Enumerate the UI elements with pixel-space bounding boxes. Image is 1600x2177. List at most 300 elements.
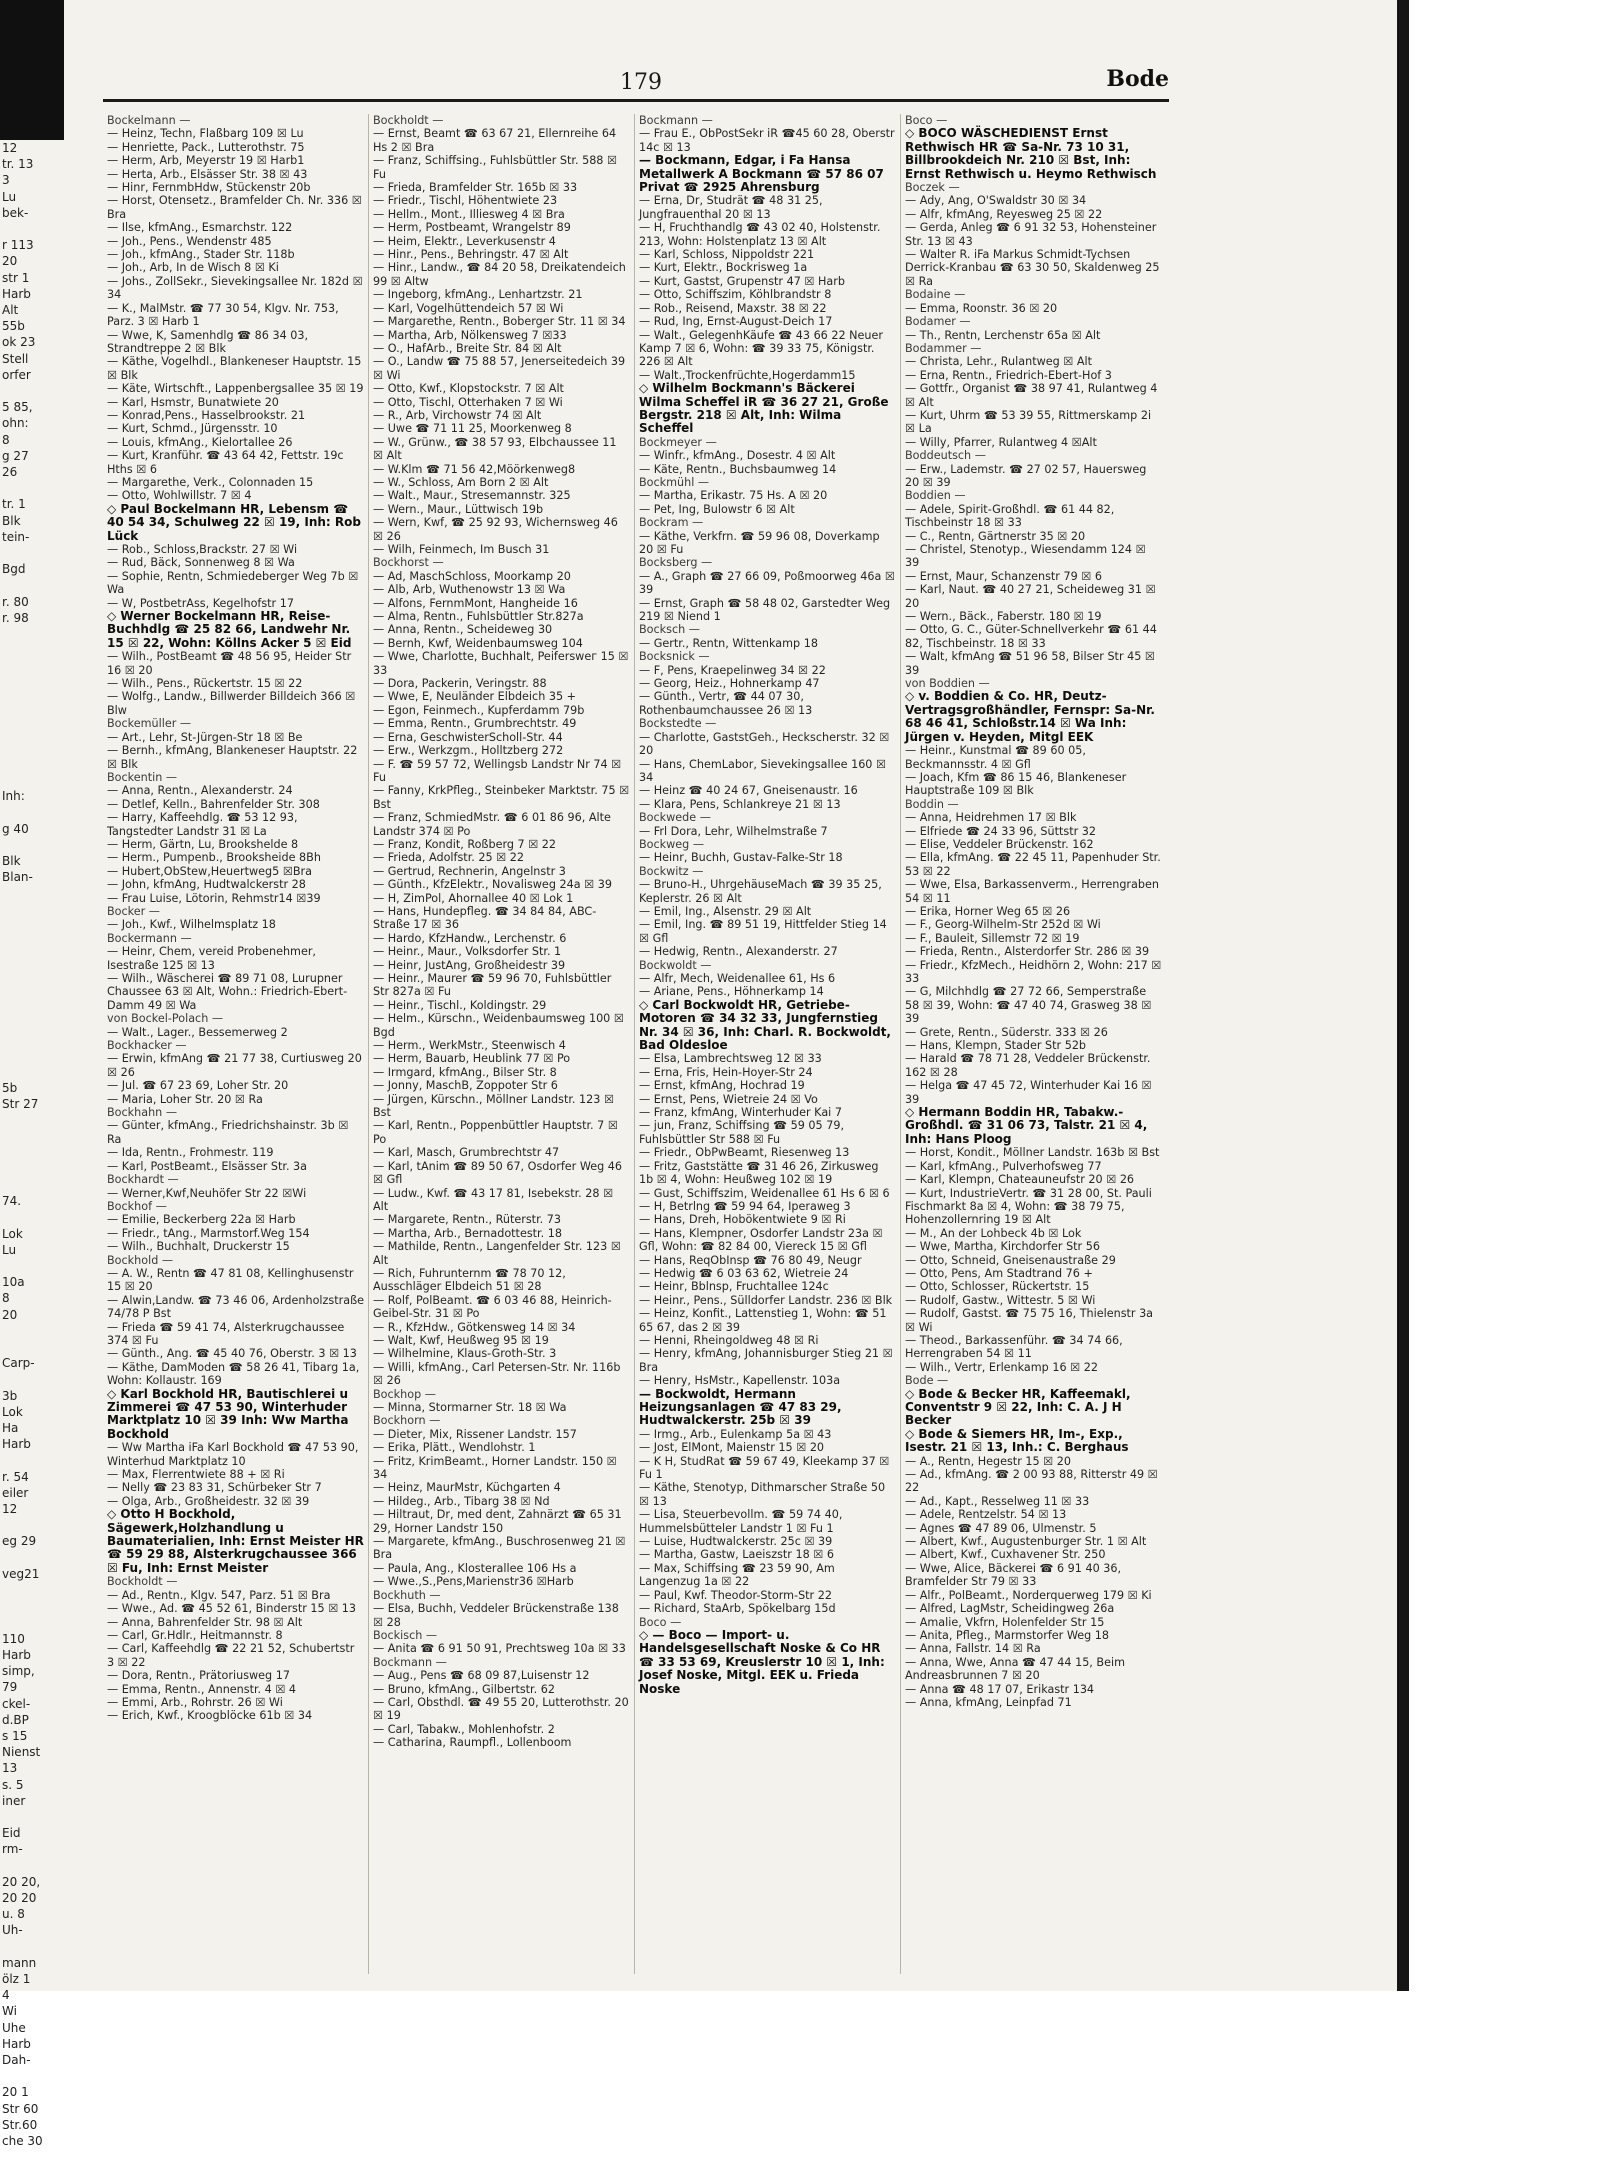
directory-entry: — Winfr., kfmAng., Dosestr. 4 ☒ Alt (639, 449, 836, 463)
directory-entry: — Sophie, Rentn, Schmiedeberger Weg 7b ☒ Wa (107, 569, 362, 597)
directory-entry: — Bernh., kfmAng, Blankeneser Hauptstr. 22 ☒ Blk (107, 744, 361, 771)
sliver-line: 3b (2, 1388, 18, 1403)
directory-entry: — Erna, GeschwisterScholl-Str. 44 (373, 730, 563, 744)
directory-entry: — Ad., kfmAng. ☎ 2 00 93 88, Ritterstr 49 ☒ 22 (905, 1468, 1162, 1495)
directory-entry: — Hellm., Mont., Illiesweg 4 ☒ Bra (373, 207, 565, 221)
directory-entry: — Emil, Ing., Alsenstr. 29 ☒ Alt (639, 904, 812, 918)
directory-entry: — Herm., WerkMstr., Steenwisch 4 (373, 1039, 566, 1053)
directory-entry: — Margarete, kfmAng., Buschrosenweg 21 ☒ Bra (373, 1535, 629, 1562)
directory-entry: — Paul, Kwf. Theodor-Storm-Str 22 (639, 1588, 832, 1602)
directory-entry: — Ingeborg, kfmAng., Lenhartzstr. 21 (373, 288, 583, 302)
directory-entry: Bockermann — (107, 931, 192, 945)
sliver-line (0, 934, 64, 950)
directory-entry: — Willi, kfmAng., Carl Petersen-Str. Nr. 116b ☒ 26 (373, 1360, 625, 1388)
directory-entry: — Rich, Fuhrunternm ☎ 78 70 12, Ausschläger Elbdeich 51 ☒ 28 (373, 1266, 570, 1294)
sliver-line: 10a (2, 1275, 25, 1290)
sliver-line: Ha (2, 1421, 19, 1436)
directory-entry: — Karl, Hsmstr, Bunatwiete 20 (107, 395, 279, 409)
sliver-line: 110 (2, 1631, 25, 1646)
sliver-line (0, 1550, 64, 1566)
directory-entry: — Hedwig ☎ 6 03 63 62, Wietreie 24 (639, 1266, 849, 1280)
sliver-line: bek- (2, 205, 29, 220)
directory-entry: — Heinr., Maur., Volksdorfer Str. 1 (373, 945, 562, 959)
directory-entry: — Erw., Lademstr. ☎ 27 02 57, Hauersweg 20 ☒ 39 (905, 462, 1150, 489)
directory-entry: — Fritz, KrimBeamt., Horner Landstr. 150 ☒ 34 (373, 1454, 621, 1482)
sliver-line: Harb (2, 1437, 31, 1452)
directory-entry: von Boddien — (905, 677, 990, 691)
directory-entry: ◇ Paul Bockelmann HR, Lebensm ☎ 40 54 34, Schulweg 22 ☒ 19, Inh: Rob Lück (107, 501, 366, 543)
directory-entry: Bockhacker — (107, 1039, 187, 1053)
directory-entry: — Anna ☎ 48 17 07, Erikastr 134 (905, 1682, 1095, 1696)
directory-entry: — Emma, Roonstr. 36 ☒ 20 (905, 301, 1058, 315)
directory-entry: — Franz, Schiffsing., Fuhlsbüttler Str. 588 ☒ Fu (373, 154, 621, 181)
directory-entry: — Martha, Gastw, Laeiszstr 18 ☒ 6 (639, 1548, 834, 1562)
sliver-line: Stell (2, 351, 29, 366)
directory-entry: — Günth., KfzElektr., Novalisweg 24a ☒ 39 (373, 878, 612, 892)
directory-entry: Bockholdt — (373, 114, 444, 127)
directory-entry: — Bruno-H., UhrgehäuseMach ☎ 39 35 25, Keplerstr. 26 ☒ Alt (639, 878, 886, 905)
directory-entry: — Erich, Kwf., Kroogblöcke 61b ☒ 34 (107, 1709, 313, 1723)
sliver-line: Blk (2, 853, 21, 868)
page-number: 179 (620, 70, 662, 95)
directory-entry: ◇ Bode & Becker HR, Kaffeemakl, Conventstr 9 ☒ 22, Inh: C. A. J H Becker (905, 1386, 1135, 1428)
directory-entry: — Gottfr., Organist ☎ 38 97 41, Rulantweg 4 ☒ Alt (905, 382, 1161, 409)
directory-entry: — Wwe., Ad. ☎ 45 52 61, Binderstr 15 ☒ 13 (107, 1602, 357, 1616)
directory-entry: — Hans, Klempner, Osdorfer Landstr 23a ☒ Gfl, Wohn: ☎ 82 84 00, Viereck 15 ☒ Gfl (639, 1226, 887, 1254)
sliver-line: Nienst (2, 1745, 41, 1760)
directory-entry: — Louis, kfmAng., Kielortallee 26 (107, 435, 293, 449)
directory-entry: — Käthe, DamModen ☎ 58 26 41, Tibarg 1a, Wohn: Kollaustr. 169 (107, 1360, 363, 1388)
directory-entry: Bockram — (639, 516, 704, 530)
directory-entry: — Aug., Pens ☎ 68 09 87,Luisenstr 12 (373, 1669, 590, 1683)
sliver-line: Harb (2, 286, 31, 301)
directory-entry: — Rolf, PolBeamt. ☎ 6 03 46 88, Heinrich-Geibel-Str. 31 ☒ Po (373, 1293, 612, 1321)
directory-entry: — Anna, Rentn., Scheideweg 30 (373, 623, 553, 637)
directory-entry: — Frl Dora, Lehr, Wilhelmstraße 7 (639, 824, 828, 838)
directory-entry: — Amalie, Vkfrn, Holenfelder Str 15 (905, 1615, 1105, 1629)
directory-entry: — M., An der Lohbeck 4b ☒ Lok (905, 1226, 1082, 1240)
directory-entry: — Egon, Feinmech., Kupferdamm 79b (373, 703, 585, 717)
directory-entry: ◇ Wilhelm Bockmann's Bäckerei Wilma Scheffel iR ☎ 36 27 21, Große Bergstr. 218 ☒ Alt, Inh: Wilma Scheffel (639, 381, 893, 436)
directory-entry: — Harald ☎ 78 71 28, Veddeler Brückenstr. 162 ☒ 28 (905, 1052, 1155, 1079)
sliver-line (0, 885, 64, 901)
directory-entry: — Jürgen, Kürschn., Möllner Landstr. 123 ☒ Bst (373, 1092, 618, 1120)
directory-entry: — Karl, Schloss, Nippoldstr 221 (639, 248, 815, 262)
directory-entry: — Walt, Kwf, Heußweg 95 ☒ 19 (373, 1333, 549, 1347)
directory-entry: — Hubert,ObStew,Heuertweg5 ☒Bra (107, 864, 312, 878)
directory-entry: — Heinr., Pens., Sülldorfer Landstr. 236 ☒ Blk (639, 1293, 893, 1307)
directory-entry: — jun, Franz, Schiffsing ☎ 59 05 79, Fuhlsbüttler Str 588 ☒ Fu (639, 1119, 848, 1146)
directory-entry: — Johs., ZollSekr., Sievekingsallee Nr. 182d ☒ 34 (107, 274, 367, 302)
directory-entry: — Henriette, Pack., Lutterothstr. 75 (107, 140, 305, 154)
sliver-line: r. 54 (2, 1469, 29, 1484)
directory-entry: Bockentin — (107, 770, 178, 784)
directory-entry: Bockweg — (639, 837, 705, 851)
sliver-line: Str.60 (2, 2117, 38, 2132)
sliver-line: 26 (2, 465, 18, 480)
sliver-line: s 15 (2, 1728, 28, 1743)
directory-entry: — Jul. ☎ 67 23 69, Loher Str. 20 (107, 1079, 289, 1093)
directory-entry: — F., Bauleit, Sillemstr 72 ☒ 19 (905, 931, 1080, 945)
directory-entry: — Heinr., Tischl., Koldingstr. 29 (373, 998, 547, 1012)
directory-entry: — Hans, Klempn, Stader Str 52b (905, 1039, 1087, 1053)
sliver-line (0, 1582, 64, 1598)
directory-entry: — R., KfzHdw., Götkensweg 14 ☒ 34 (373, 1320, 576, 1334)
directory-entry: — Bruno, kfmAng., Gilbertstr. 62 (373, 1682, 555, 1696)
sliver-line: 20 1 (2, 2085, 29, 2100)
directory-entry: — Werner,Kwf,Neuhöfer Str 22 ☒Wi (107, 1186, 307, 1200)
directory-entry: — Emilie, Beckerberg 22a ☒ Harb (107, 1213, 296, 1227)
column-2 (369, 114, 635, 1974)
sliver-line (0, 2068, 64, 2084)
directory-entry: — Anna, Wwe, Anna ☎ 47 44 15, Beim Andreasbrunnen 7 ☒ 20 (905, 1655, 1129, 1683)
directory-entry: — Wwe, K, Samenhdlg ☎ 86 34 03, Strandtreppe 2 ☒ Blk (107, 328, 312, 355)
sliver-line (0, 1031, 64, 1047)
directory-entry: — Detlef, Kelln., Bahrenfelder Str. 308 (107, 797, 320, 811)
directory-entry: — Frau Luise, Lötorin, Rehmstr14 ☒39 (107, 891, 321, 905)
directory-entry: — Ernst, Beamt ☎ 63 67 21, Ellernreihe 64 Hs 2 ☒ Bra (373, 127, 620, 154)
directory-entry: — Ww Martha iFa Karl Bockhold ☎ 47 53 90, Winterhud Marktplatz 10 (107, 1441, 362, 1468)
sliver-line (0, 1258, 64, 1274)
directory-entry: — Käthe, Vogelhdl., Blankeneser Hauptstr. 15 ☒ Blk (107, 355, 365, 382)
directory-entry: — Otto, Schlosser, Rückertstr. 15 (905, 1280, 1090, 1294)
directory-entry: — Max, Flerrentwiete 88 + ☒ Ri (107, 1468, 285, 1482)
sliver-line: g 40 (2, 821, 29, 836)
directory-entry: — Irmgard, kfmAng., Bilser Str. 8 (373, 1065, 557, 1079)
directory-entry: — Agnes ☎ 47 89 06, Ulmenstr. 5 (905, 1521, 1097, 1535)
directory-entry: — Emma, Rentn., Grumbrechtstr. 49 (373, 717, 577, 731)
directory-entry: — Gust, Schiffszim, Weidenallee 61 Hs 6 ☒ 6 (639, 1186, 890, 1200)
directory-entry: — Alfr, Mech, Weidenallee 61, Hs 6 (639, 972, 836, 985)
directory-entry: Bockelmann — (107, 114, 191, 127)
sliver-line: ohn: (2, 416, 29, 431)
directory-entry: — Alfons, FernmMont, Hangheide 16 (373, 596, 578, 610)
directory-entry: — Walt, kfmAng ☎ 51 96 58, Bilser Str 45 ☒ 39 (905, 650, 1159, 677)
directory-entry: — Kurt, Schmd., Jürgensstr. 10 (107, 422, 278, 436)
sliver-line: Harb (2, 2036, 31, 2051)
sliver-line: ok 23 (2, 335, 36, 350)
directory-entry: — Hans, ReqObInsp ☎ 76 80 49, Neugr (639, 1253, 862, 1267)
directory-entry: — Luise, Hudtwalckerstr. 25c ☒ 39 (639, 1535, 833, 1549)
directory-entry: — H, Betrlng ☎ 59 94 64, Iperaweg 3 (639, 1199, 851, 1213)
directory-entry: — Carl, Obsthdl. ☎ 49 55 20, Lutterothstr. 20 ☒ 19 (373, 1695, 633, 1723)
directory-entry: — Theod., Barkassenführ. ☎ 34 74 66, Herrengraben 54 ☒ 11 (905, 1333, 1127, 1361)
sliver-line (0, 1145, 64, 1161)
directory-entry: — Rudolf, Gastw., Wittestr. 5 ☒ Wi (905, 1293, 1096, 1307)
directory-entry: — H, Fruchthandlg ☎ 43 02 40, Holstenstr. 213, Wohn: Holstenplatz 13 ☒ Alt (639, 221, 884, 248)
directory-entry: — Uwe ☎ 71 11 25, Moorkenweg 8 (373, 422, 572, 436)
directory-entry: — W, PostbetrAss, Kegelhofstr 17 (107, 596, 294, 610)
directory-entry: — Otto, G. C., Güter-Schnellverkehr ☎ 61 44 82, Tischbeinstr. 18 ☒ 33 (905, 623, 1161, 650)
directory-entry: — O., HafArb., Breite Str. 84 ☒ Alt (373, 341, 562, 355)
directory-entry: — Wilh., Vertr, Erlenkamp 16 ☒ 22 (905, 1360, 1098, 1374)
sliver-line (0, 966, 64, 982)
directory-entry: — Ida, Rentn., Frohmestr. 119 (107, 1146, 274, 1160)
directory-entry: Bockmann — (373, 1655, 447, 1669)
column-4 (901, 114, 1167, 1974)
sliver-line: r 113 (2, 238, 34, 253)
directory-entry: — Hiltraut, Dr, med dent, Zahnärzt ☎ 65 31 29, Horner Landstr 150 (373, 1508, 626, 1535)
directory-entry: — Hans, Hundepfleg. ☎ 34 84 84, ABC-Straße 17 ☒ 36 (373, 904, 597, 932)
directory-entry: — Wwe.,S.,Pens,Marienstr36 ☒Harb (373, 1575, 574, 1589)
directory-entry: — Erna, Rentn., Friedrich-Ebert-Hof 3 (905, 368, 1112, 382)
directory-entry: — Gertr., Rentn, Wittenkamp 18 (639, 636, 818, 650)
sliver-line: 79 (2, 1680, 18, 1695)
sliver-line: tr. 1 (2, 497, 26, 512)
directory-entry: — Karl, Rentn., Poppenbüttler Hauptstr. 7 ☒ Po (373, 1119, 622, 1146)
sliver-line (0, 626, 64, 642)
directory-entry: — Otto, Tischl, Otterhaken 7 ☒ Wi (373, 395, 563, 409)
directory-entry: — Mathilde, Rentn., Langenfelder Str. 123 ☒ Alt (373, 1240, 625, 1267)
directory-entry: — Otto, Pens, Am Stadtrand 76 + (905, 1266, 1093, 1280)
directory-entry: — Anita ☎ 6 91 50 91, Prechtsweg 10a ☒ 33 (373, 1642, 626, 1656)
directory-entry: — Wwe, Charlotte, Buchhalt, Peiferswег 15 ☒ 33 (373, 650, 633, 677)
directory-entry: — Grete, Rentn., Süderstr. 333 ☒ 26 (905, 1025, 1108, 1039)
directory-entry: ◇ Carl Bockwoldt HR, Getriebe-Motoren ☎ 34 32 33, Jungfernstieg Nr. 34 ☒ 36, Inh: Charl. R. Bockwoldt, Bad Oldesloe (639, 997, 896, 1053)
directory-entry: — Herm, Arb, Meyerstr 19 ☒ Harb1 (107, 154, 305, 168)
directory-entry: — K., MalMstr. ☎ 77 30 54, Klgv. Nr. 753, Parz. 3 ☒ Harb 1 (107, 301, 343, 329)
directory-entry: — Erika, Horner Weg 65 ☒ 26 (905, 904, 1071, 918)
directory-entry: — Rudolf, Gastst. ☎ 75 75 16, Thielenstr 3a ☒ Wi (905, 1307, 1157, 1334)
sliver-line (0, 837, 64, 853)
directory-entry: — Max, Schiffsing ☎ 23 59 90, Am Langenzug 1a ☒ 22 (639, 1561, 839, 1589)
sliver-line: Harb (2, 1647, 31, 1662)
directory-entry: Bockemüller — (107, 717, 192, 731)
directory-entry: ◇ v. Boddien & Co. HR, Deutz-Vertragsgroßhändler, Fernspr: Sa-Nr. 68 46 41, Schloßstr.14 ☒ Wa Inh: Jürgen v. Heyden, Mitgl EEK (905, 689, 1160, 744)
sliver-line: Alt (2, 303, 19, 318)
directory-entry: — Erwin, kfmAng ☎ 21 77 38, Curtiusweg 20 ☒ 26 (107, 1052, 366, 1079)
sliver-line (0, 1177, 64, 1193)
sliver-line: veg21 (2, 1566, 40, 1581)
sliver-line: 12 (2, 1502, 18, 1517)
right-scan-border (1397, 0, 1409, 1991)
directory-entry: — Erna, Dr, Studrät ☎ 48 31 25, Jungfrauenthal 20 ☒ 13 (639, 194, 827, 221)
directory-entry: — Joh., Pens., Wendenstr 485 (107, 234, 272, 248)
sliver-line: 20 (2, 1307, 18, 1322)
directory-entry: — Kurt, Kranführ. ☎ 43 64 42, Fettstr. 19c Hths ☒ 6 (107, 449, 348, 476)
directory-entry: — A., Rentn, Hegestr 15 ☒ 20 (905, 1454, 1071, 1468)
directory-entry: Bockmann — (639, 114, 713, 127)
directory-entry: — Herm, Postbeamt, Wrangelstr 89 (373, 221, 571, 235)
directory-entry: — Ernst, Maur, Schanzenstr 79 ☒ 6 (905, 569, 1102, 583)
sliver-line (0, 918, 64, 934)
directory-entry: — Henry, HsMstr., Kapellenstr. 103a (639, 1374, 841, 1388)
sliver-line: Str 60 (2, 2101, 39, 2116)
sliver-line (0, 545, 64, 561)
sliver-line: rm- (2, 1842, 23, 1857)
directory-entry: — Dora, Packerin, Veringstr. 88 (373, 677, 547, 691)
directory-entry: Boddien — (905, 489, 966, 503)
sliver-line: 55b (2, 319, 25, 334)
sliver-line: tein- (2, 529, 30, 544)
directory-entry: — Wern., Bäck., Faberstr. 180 ☒ 19 (905, 610, 1102, 624)
directory-entry: — W.Klm ☎ 71 56 42,Möörkenweg8 (373, 462, 576, 476)
directory-entry: — Anna, Bahrenfelder Str. 98 ☒ Alt (107, 1615, 303, 1629)
directory-entry: — Walt., Lager., Bessemerweg 2 (107, 1025, 288, 1039)
directory-entry: — Wolfg., Landw., Billwerder Billdeich 366 ☒ Blw (107, 690, 359, 717)
directory-entry: — Kurt, Gastst, Grupenstr 47 ☒ Harb (639, 274, 845, 288)
directory-entry: — Wern, Kwf, ☎ 25 92 93, Wichernsweg 46 ☒ 26 (373, 516, 622, 543)
directory-entry: — Ella, kfmAng. ☎ 22 45 11, Papenhuder Str. 53 ☒ 22 (905, 851, 1165, 878)
sliver-line: Lu (2, 189, 17, 204)
directory-entry: — Wwe, Alice, Bäckerei ☎ 6 91 40 36, Bramfelder Str 79 ☒ 33 (905, 1561, 1125, 1589)
directory-entry: — Wwe, Martha, Kirchdorfer Str 56 (905, 1240, 1100, 1254)
sliver-line (0, 1598, 64, 1614)
sliver-line: eiler (2, 1485, 29, 1500)
directory-entry: — Ad., Rentn., Klgv. 547, Parz. 51 ☒ Bra (107, 1588, 331, 1602)
directory-entry: — Kurt, Uhrm ☎ 53 39 55, Rittmerskamp 2i ☒ La (905, 408, 1155, 436)
directory-entry: — Herm, Gärtn, Lu, Brookshelde 8 (107, 837, 299, 851)
directory-entry: — Alfr, kfmAng, Reyesweg 25 ☒ 22 (905, 207, 1103, 221)
directory-entry: Boddeutsch — (905, 449, 986, 463)
directory-entry: — Harry, Kaffeehdlg. ☎ 53 12 93, Tangstedter Landstr 31 ☒ La (107, 811, 302, 838)
directory-entry: — Kurt, IndustrieVertr. ☎ 31 28 00, St. Pauli Fischmarkt 8a ☒ 4, Wohn: ☎ 38 79 75, Hohenzollernring 19 ☒ Alt (905, 1186, 1156, 1227)
directory-entry: — Elsa, Lambrechtsweg 12 ☒ 33 (639, 1052, 822, 1066)
directory-entry: — O., Landw ☎ 75 88 57, Jenerseitedeich 39 ☒ Wi (373, 355, 629, 382)
directory-entry: — Hardo, KfzHandw., Lerchenstr. 6 (373, 931, 567, 945)
directory-entry: — Heinr., Kunstmal ☎ 89 60 05, Beckmannsstr. 4 ☒ Gfl (905, 744, 1090, 771)
sliver-line: u. 8 (2, 1907, 25, 1922)
directory-entry: — Frau E., ObPostSekr iR ☎45 60 28, Oberstr 14c ☒ 13 (639, 127, 899, 154)
directory-entry: — F, Pens, Kraepelinweg 34 ☒ 22 (639, 663, 826, 677)
directory-entry: — Käthe, Stenotyp, Dithmarscher Straße 50 ☒ 13 (639, 1481, 889, 1508)
sliver-line: mann (2, 1955, 37, 1970)
directory-entry: — Franz, SchmiedMstr. ☎ 6 01 86 96, Alte Landstr 374 ☒ Po (373, 811, 615, 838)
directory-entry: Bockisch — (373, 1628, 438, 1642)
directory-entry: Bockhorst — (373, 556, 444, 570)
sliver-line (0, 1858, 64, 1874)
sliver-line: 20 (2, 254, 18, 269)
directory-entry: — Ludw., Kwf. ☎ 43 17 81, Isebekstr. 28 ☒ Alt (373, 1186, 617, 1213)
directory-entry: — Heinz, Techn, Flaßbarg 109 ☒ Lu (107, 127, 304, 141)
sliver-line (0, 642, 64, 658)
sliver-line (0, 1047, 64, 1063)
directory-entry: — Friedr., Tischl, Höhentwiete 23 (373, 194, 558, 208)
directory-entry: — Ernst, Pens, Wietreie 24 ☒ Vo (639, 1092, 818, 1106)
sliver-line: Bgd (2, 562, 26, 577)
sliver-line: 8 (2, 1291, 10, 1306)
directory-columns (103, 114, 1169, 1974)
directory-entry: — Wwe, Elsa, Barkassenverm., Herrengraben 54 ☒ 11 (905, 878, 1163, 905)
directory-entry: — Christel, Stenotyp., Wiesendamm 124 ☒ 39 (905, 543, 1150, 570)
sliver-line: Wi (2, 2004, 17, 2019)
sliver-line (0, 1128, 64, 1144)
directory-entry: — Jost, ElMont, Maienstr 15 ☒ 20 (639, 1441, 825, 1455)
directory-entry: — Frieda, Adolfstr. 25 ☒ 22 (373, 851, 524, 865)
sliver-line (0, 902, 64, 918)
directory-entry: — Wilh, Feinmech, Im Busch 31 (373, 543, 550, 556)
sliver-line: Dah- (2, 2052, 31, 2067)
directory-entry: — R., Arb, Virchowstr 74 ☒ Alt (373, 408, 542, 422)
directory-entry: — Th., Rentn, Lerchenstr 65a ☒ Alt (905, 328, 1101, 342)
directory-entry: — Friedr., tAng., Marmstorf.Weg 154 (107, 1226, 310, 1240)
directory-entry: Bockhold — (107, 1253, 174, 1267)
directory-entry: — Elfriede ☎ 24 33 96, Süttstr 32 (905, 824, 1096, 838)
sliver-line (0, 804, 64, 820)
directory-entry: — Käthe, Verkfrn. ☎ 59 96 08, Doverkamp 20 ☒ Fu (639, 529, 884, 556)
directory-entry: — Gerda, Anleg ☎ 6 91 32 53, Hohensteiner Str. 13 ☒ 43 (905, 221, 1160, 248)
directory-entry: — Bernh, Kwf, Weidenbaumsweg 104 (373, 636, 583, 650)
column-1 (103, 114, 369, 1974)
directory-entry: von Bockel-Polach — (107, 1012, 224, 1026)
sliver-line: Inh: (2, 789, 25, 804)
sliver-line (0, 999, 64, 1015)
directory-entry: — Heinr, Buchh, Gustav-Falke-Str 18 (639, 851, 843, 865)
sliver-line (0, 983, 64, 999)
directory-entry: — Walt., Maur., Stresemannstr. 325 (373, 489, 571, 503)
directory-entry: — Anna, kfmAng, Leinpfad 71 (905, 1695, 1072, 1709)
sliver-line: Lu (2, 1242, 17, 1257)
directory-entry: — Joh., Kwf., Wilhelmsplatz 18 (107, 918, 276, 932)
sliver-line (0, 1809, 64, 1825)
sliver-line: Uhe (2, 2020, 26, 2035)
directory-entry: — Alma, Rentn., Fuhlsbüttler Str.827a (373, 610, 584, 624)
sliver-line (0, 772, 64, 788)
directory-entry: — Georg, Heiz., Hohnerkamp 47 (639, 677, 820, 691)
directory-entry: — Heinz, MaurMstr, Küchgarten 4 (373, 1481, 561, 1495)
sliver-line (0, 1064, 64, 1080)
directory-entry: — C., Rentn, Gärtnerstr 35 ☒ 20 (905, 529, 1086, 543)
directory-entry: — Christa, Lehr., Rulantweg ☒ Alt (905, 355, 1093, 369)
directory-entry: — Ilse, kfmAng., Esmarchstr. 122 (107, 221, 293, 235)
directory-entry: — Martha, Erikastr. 75 Hs. A ☒ 20 (639, 489, 828, 503)
directory-entry: — Alb, Arb, Wuthenowstr 13 ☒ Wa (373, 583, 566, 597)
sliver-line (0, 1517, 64, 1533)
directory-entry: — Wilhelmine, Klaus-Groth-Str. 3 (373, 1347, 557, 1361)
sliver-line: 20 20, (2, 1874, 41, 1889)
directory-entry: — Catharina, Raumpfl., Lollenboom (373, 1736, 572, 1750)
sliver-line (0, 691, 64, 707)
sliver-line: Blk (2, 513, 21, 528)
directory-entry: — Herm, Bauarb, Heublink 77 ☒ Po (373, 1052, 571, 1066)
directory-entry: — Ernst, kfmAng, Hochrad 19 (639, 1079, 805, 1093)
sliver-line: orfer (2, 367, 31, 382)
directory-entry: Bockstedte — (639, 717, 717, 731)
sliver-line: 74. (2, 1194, 22, 1209)
sliver-line: r. 80 (2, 594, 29, 609)
directory-entry: ◇ Bode & Siemers HR, Im-, Exp., Isestr. 21 ☒ 13, Inh.: C. Berghaus (905, 1426, 1129, 1455)
directory-entry: — Paula, Ang., Klosterallee 106 Hs a (373, 1561, 577, 1575)
directory-entry: — Rud, Bäck, Sonnenweg 8 ☒ Wa (107, 556, 295, 570)
sliver-line: s. 5 (2, 1777, 24, 1792)
directory-entry: — Art., Lehr, St-Jürgen-Str 18 ☒ Be (107, 730, 303, 744)
directory-entry: — Martha, Arb., Bernadottestr. 18 (373, 1226, 562, 1240)
sliver-line: 12 (2, 141, 18, 155)
directory-entry: — Alfred, LagMstr, Scheidingweg 26a (905, 1602, 1115, 1616)
directory-entry: Bocker — (107, 904, 160, 918)
directory-entry: — Otto, Schneid, Gneisenaustraße 29 (905, 1253, 1116, 1267)
directory-entry: — Günth., Ang. ☎ 45 40 76, Oberstr. 3 ☒ 13 (107, 1347, 357, 1361)
directory-entry: — Dora, Rentn., Prätoriusweg 17 (107, 1669, 290, 1683)
directory-entry: Bocksberg — (639, 556, 713, 570)
directory-entry: — Hans, ChemLabor, Sievekingsallee 160 ☒ 34 (639, 757, 890, 784)
directory-entry: — Heinz ☎ 40 24 67, Gneisenaustr. 16 (639, 784, 858, 798)
sliver-line (0, 1015, 64, 1031)
sliver-line (0, 723, 64, 739)
sliver-line: Blan- (2, 870, 33, 885)
directory-entry: ◇ Karl Bockhold HR, Bautischlerei u Zimmerei ☎ 47 53 90, Winterhuder Marktplatz 10 ☒ 39 Inh: Ww Martha Bockhold (107, 1386, 353, 1441)
directory-entry: — Elsa, Buchh, Veddeler Brückenstraße 138 ☒ 28 (373, 1602, 623, 1629)
directory-entry: — Karl, Masch, Grumbrechtstr 47 (373, 1146, 560, 1160)
directory-entry: — G, Milchhdlg ☎ 27 72 66, Semperstraße 58 ☒ 39, Wohn: ☎ 47 40 74, Grasweg 38 ☒ 39 (905, 985, 1155, 1026)
sliver-line (0, 675, 64, 691)
directory-entry: — Walt., GelegenhKäufe ☎ 43 66 22 Neuer Kamp 7 ☒ 6, Wohn: ☎ 39 33 75, Königstr. 226 ☒ Alt (639, 328, 887, 369)
directory-entry: — Wilh., Wäscherei ☎ 89 71 08, Lurupner Chaussee 63 ☒ Alt, Wohn.: Friedrich-Ebert-Damm 49 ☒ Wa (107, 972, 348, 1012)
directory-entry: — Hinr., Landw., ☎ 84 20 58, Dreikatendeich 99 ☒ Altw (373, 261, 630, 288)
directory-entry: — Wern., Maur., Lüttwisch 19b (373, 502, 544, 516)
directory-entry: — Heinr., Maurer ☎ 59 96 70, Fuhlsbüttler Str 827a ☒ Fu (373, 972, 615, 999)
directory-entry: Bockhof — (107, 1199, 167, 1213)
